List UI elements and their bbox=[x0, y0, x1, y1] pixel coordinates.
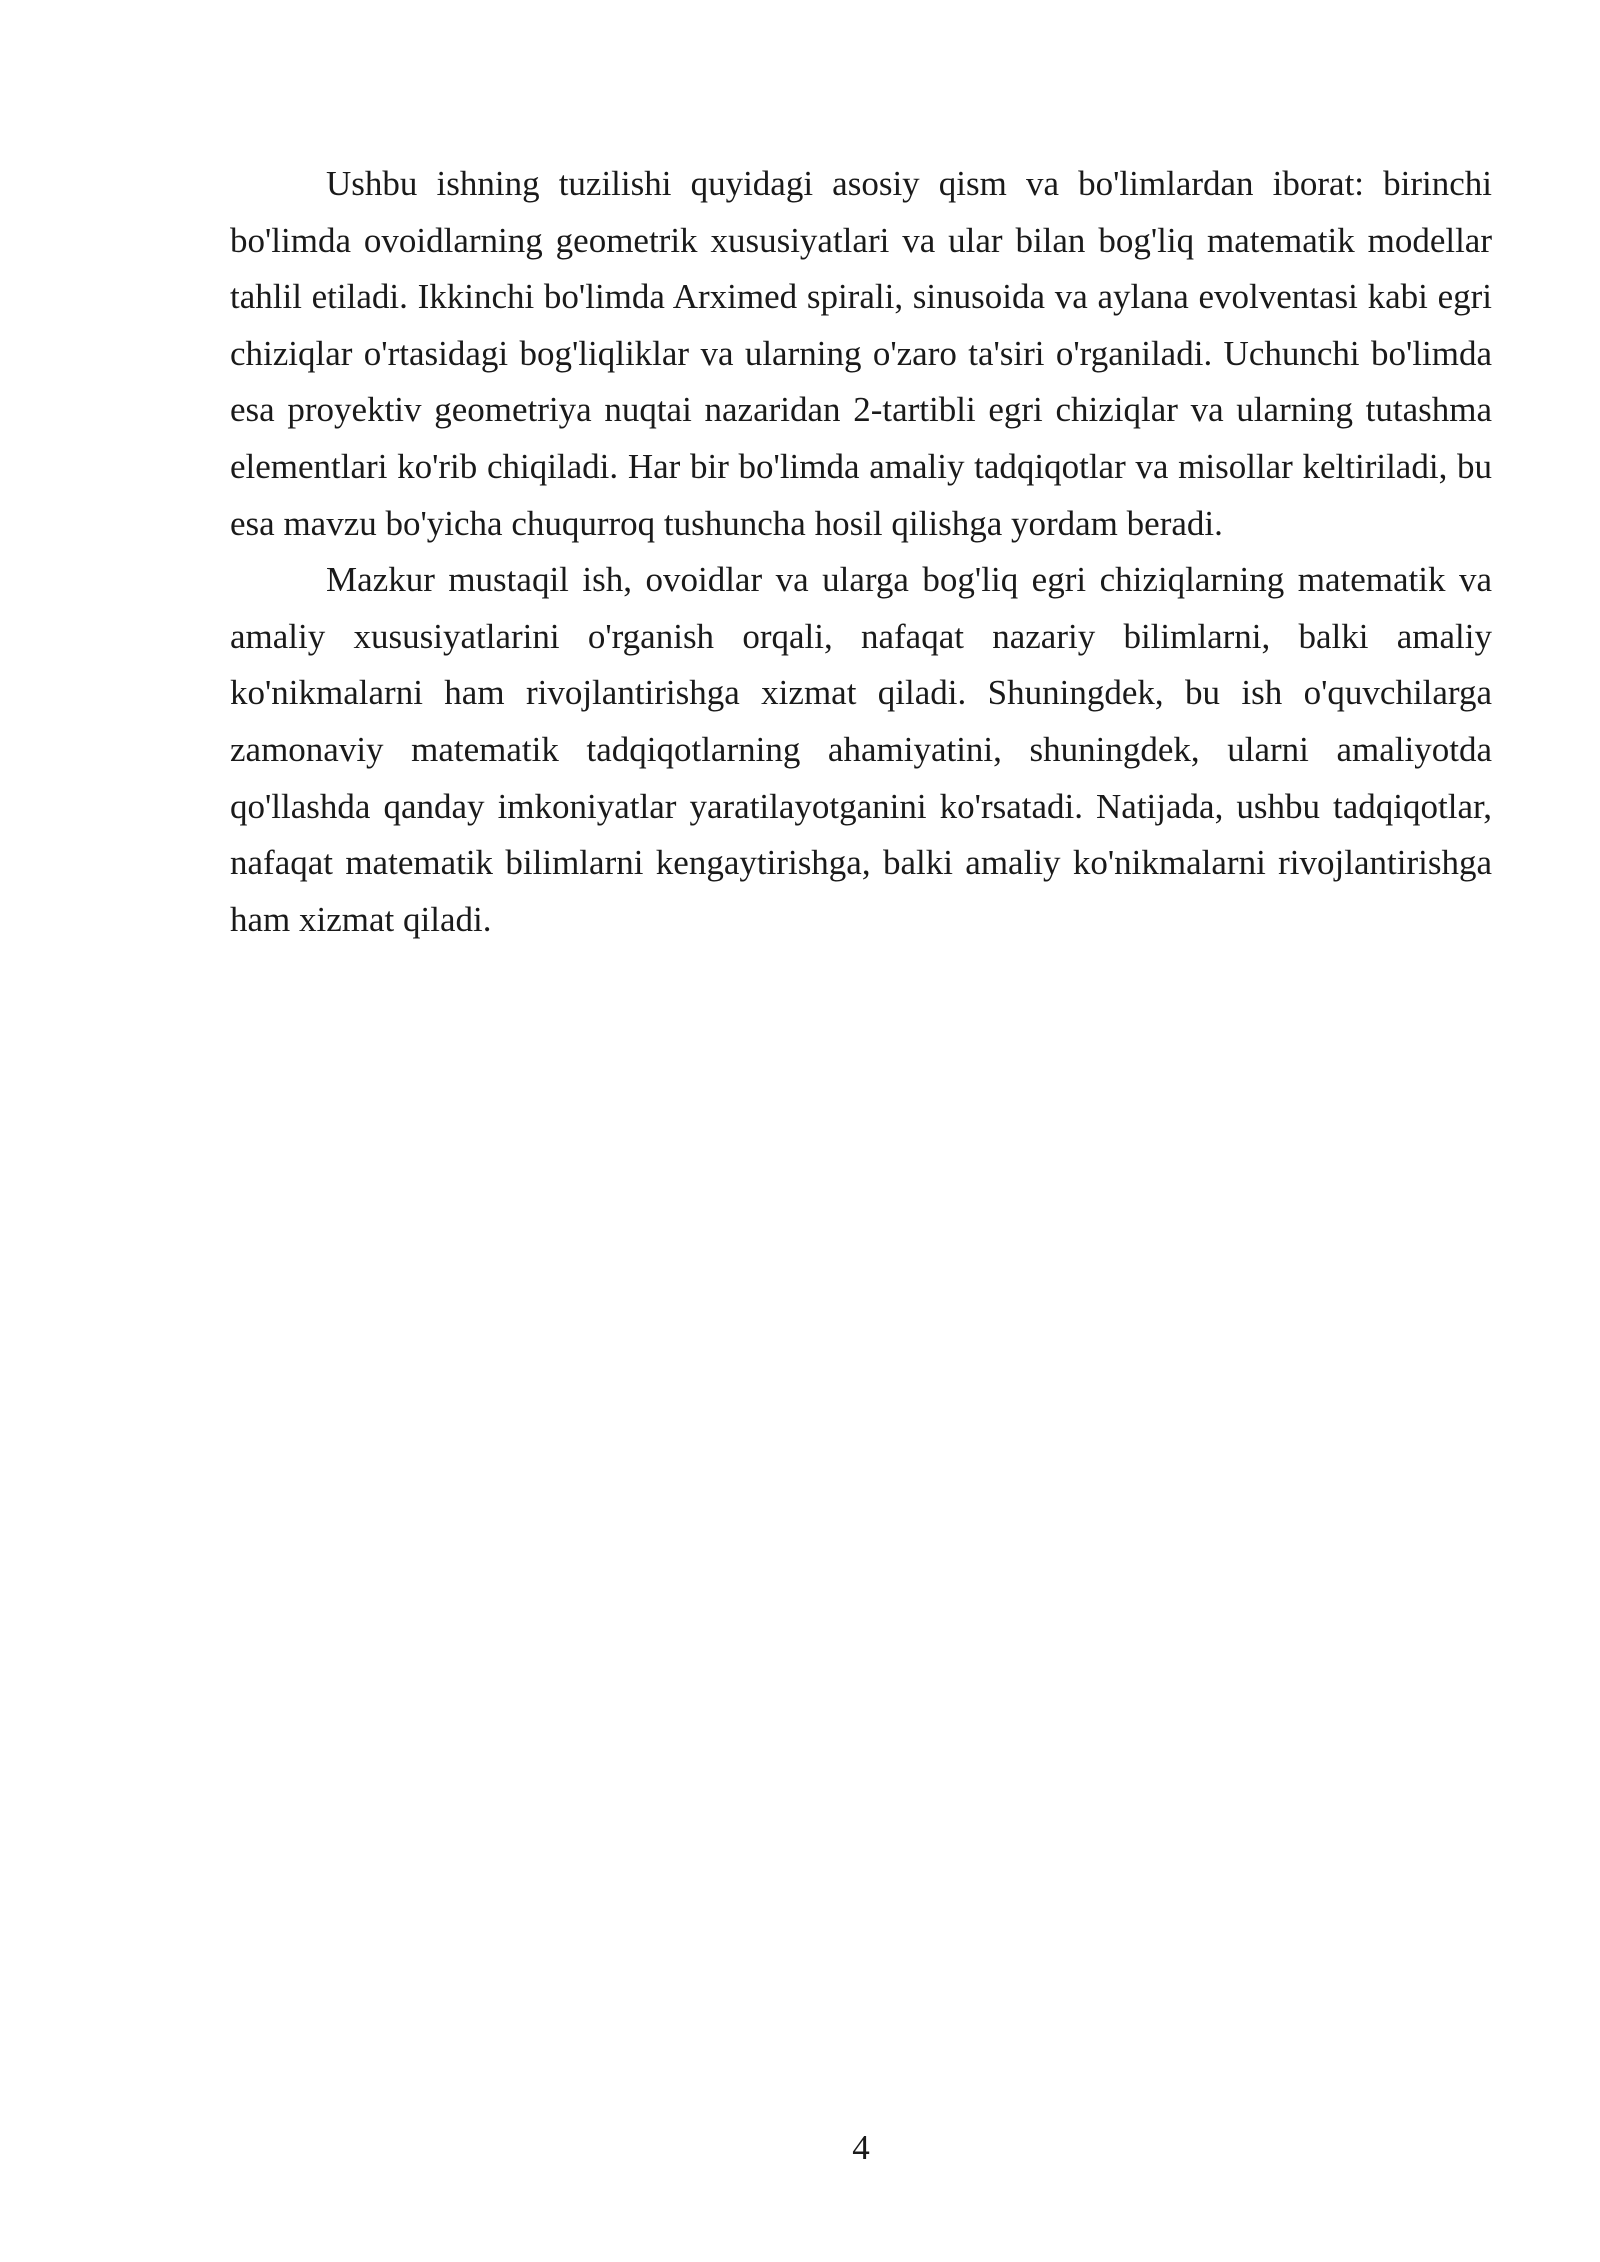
paragraph-conclusion: Mazkur mustaqil ish, ovoidlar va ularga bog'liq egri chiziqlarning matematik va amaliy xususiyatlarini o'rganish orqali, nafaqat nazariy bilimlarni, balki amaliy ko'nikmalarni ham rivojlantirishga xizmat qiladi. Shuningdek, bu ish o'quvchilarga zamonaviy matematik tadqiqotlarning ahamiyatini, shuningdek, ularni amaliyotda qo'llashda qanday imkoniyatlar yaratilayotganini ko'rsatadi. Natijada, ushbu tadqiqotlar, nafaqat matematik bilimlarni kengaytirishga, balki amaliy ko'nikmalarni rivojlantirishga ham xizmat qiladi. bbox=[230, 560, 1492, 939]
page-number: 4 bbox=[852, 2128, 870, 2167]
paragraph-structure: Ushbu ishning tuzilishi quyidagi asosiy qism va bo'limlardan iborat: birinchi bo'limda ovoidlarning geometrik xususiyatlari va ular bilan bog'liq matematik modellar tahlil etiladi. Ikkinchi bo'limda Arximed spirali, sinusoida va aylana evolventasi kabi egri chiziqlar o'rtasidagi bog'liqliklar va ularning o'zaro ta'siri o'rganiladi. Uchunchi bo'limda esa proyektiv geometriya nuqtai nazaridan 2-tartibli egri chiziqlar va ularning tutashma elementlari ko'rib chiqiladi. Har bir bo'limda amaliy tadqiqotlar va misollar keltiriladi, bu esa mavzu bo'yicha chuqurroq tushuncha hosil qilishga yordam beradi. bbox=[230, 164, 1492, 543]
body-text bbox=[230, 156, 1492, 948]
